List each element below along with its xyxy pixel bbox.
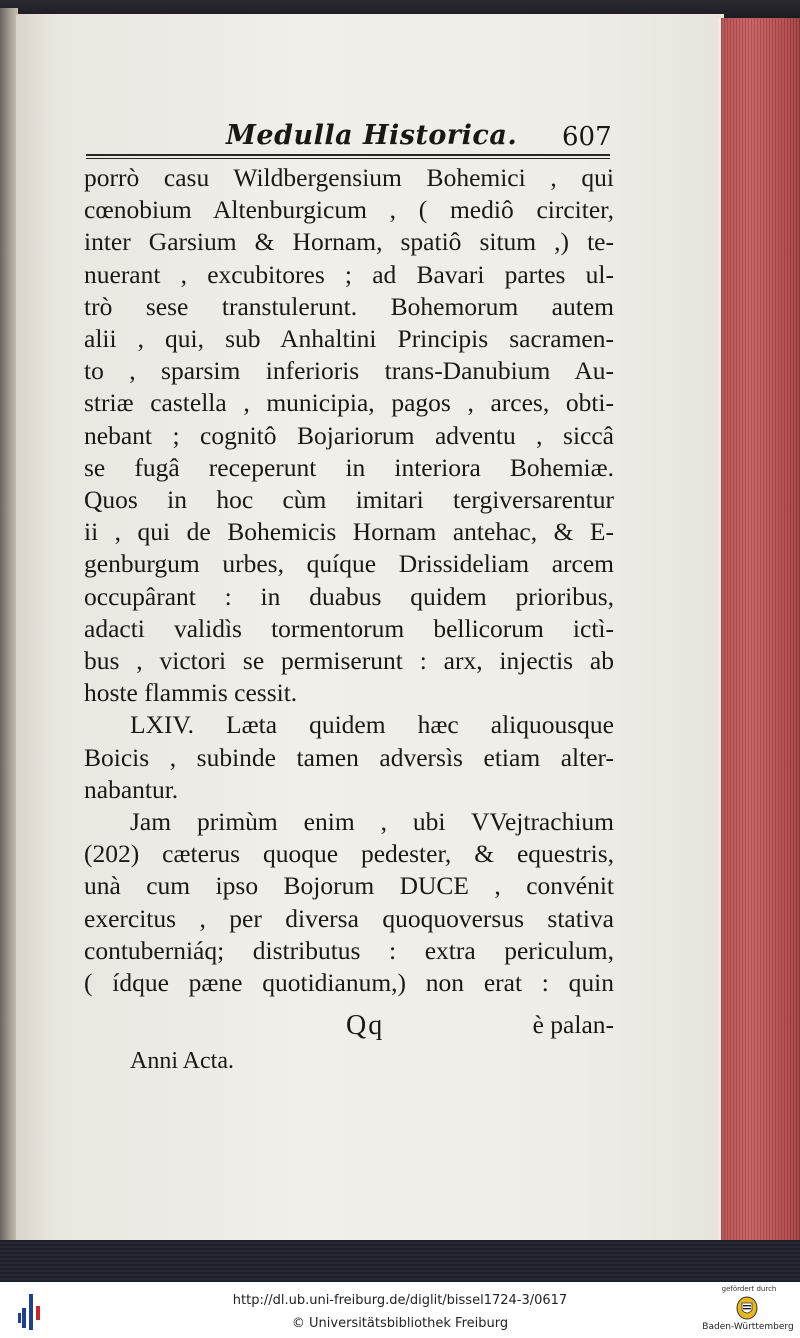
permalink-url[interactable]: http://dl.ub.uni-freiburg.de/diglit/bissel1724-3/0617 — [232, 1293, 568, 1308]
text-line: trò sese transtulerunt. Bohemorum autem — [84, 291, 614, 321]
text-line: unà cum ipso Bojorum DUCE , convénit — [84, 871, 614, 901]
text-line: contuberniáq; distributus : extra periculum, — [84, 935, 614, 965]
text-line: alii , qui, sub Anhaltini Principis sacramen- — [84, 324, 614, 354]
text-line: se fugâ receperunt in interiora Bohemiæ. — [84, 452, 614, 482]
text-line: exercitus , per diversa quoquoversus stativa — [84, 903, 614, 933]
text-line: ( ídque pæne quotidianum,) non erat : quin — [84, 968, 614, 998]
text-line: nuerant , excubitores ; ad Bavari partes ul- — [84, 259, 614, 289]
text-line: cœnobium Altenburgicum , ( mediô circiter, — [84, 195, 614, 225]
text-line: ii , qui de Bohemicis Hornam antehac, & E- — [84, 517, 614, 547]
header-rule — [86, 154, 610, 159]
continuation-word: è palan- — [532, 1010, 614, 1039]
text-line: Quos in hoc cùm imitari tergiversarentur — [84, 485, 614, 515]
background-cloth — [0, 1240, 800, 1282]
body-text — [84, 162, 614, 999]
coat-of-arms-icon — [736, 1296, 758, 1320]
text-line: adacti validìs tormentorum bellicorum ictì- — [84, 613, 614, 643]
page-edge-highlight — [718, 18, 721, 1242]
text-line: hoste flammis cessit. — [84, 678, 298, 708]
text-line: (202) cæterus quoque pedester, & equestris, — [84, 839, 614, 869]
funder-label: gefördert durch — [721, 1285, 777, 1293]
copyright-notice: © Universitätsbibliothek Freiburg — [291, 1316, 509, 1331]
catchword: Anni Acta. — [130, 1048, 234, 1074]
running-head-title: Medulla Historica. — [226, 120, 518, 151]
text-line: striæ castella , municipia, pagos , arces, obti- — [84, 388, 614, 418]
signature-mark: Qq — [346, 1010, 385, 1041]
text-line: porrò casu Wildbergensium Bohemici , qui — [84, 163, 614, 192]
text-line: genburgum urbes, quíque Drissideliam arcem — [84, 549, 614, 579]
text-line: inter Garsium & Hornam, spatiô situm ,) te- — [84, 227, 614, 257]
text-line: Jam primùm enim , ubi VVejtrachium — [130, 807, 614, 837]
text-line: occupârant : in duabus quidem prioribus, — [84, 581, 614, 611]
text-line: nabantur. — [84, 774, 179, 804]
paragraph-heading-line: LXIV. Læta quidem hæc aliquousque — [130, 710, 614, 740]
text-line: Boicis , subinde tamen adversìs etiam alter- — [84, 742, 614, 772]
text-line: nebant ; cognitô Bojariorum adventu , siccâ — [84, 420, 614, 450]
text-line: bus , victori se permiserunt : arx, injectis ab — [84, 646, 614, 676]
signature-line — [84, 1010, 614, 1044]
page-number: 607 — [562, 122, 612, 152]
funder-name: Baden-Württemberg — [702, 1322, 794, 1332]
text-line: to , sparsim inferioris trans-Danubium Au- — [84, 356, 614, 386]
red-fore-edge — [718, 18, 800, 1242]
